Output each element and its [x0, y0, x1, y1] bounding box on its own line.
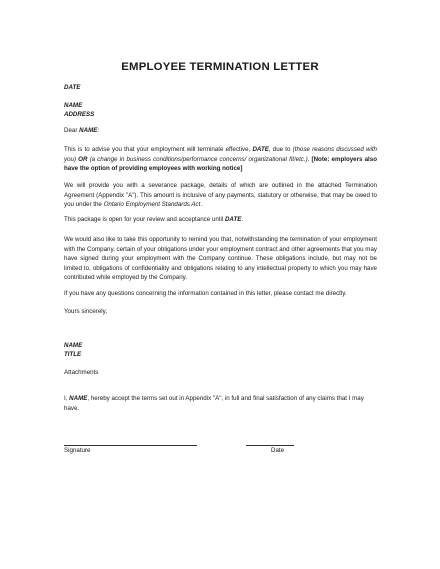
accept-text: I, — [64, 395, 70, 402]
date-label: Date — [271, 447, 285, 454]
signer-name: NAME — [64, 342, 83, 349]
accept-text-2: , hereby accept the terms set out in Appendix "A", in full and final satisfaction of any claims that I may have. — [64, 395, 364, 412]
acceptance-statement — [64, 394, 377, 413]
accept-name: NAME — [69, 395, 88, 402]
signature-label: Signature — [64, 447, 91, 454]
p1-alternatives: (a change in business conditions/performance concerns/ organizational fit/etc.) — [89, 155, 308, 163]
salutation — [64, 126, 377, 136]
p1-note: [Note: employers also have the option of providing employees with working notice] — [64, 155, 377, 173]
paragraph-questions: If you have any questions concerning the information contained in this letter, please contact me directly. — [64, 290, 347, 297]
recipient-name: NAME — [64, 102, 83, 109]
p3-text-2: . — [241, 216, 244, 223]
salutation-name: NAME — [79, 127, 98, 134]
paragraph-obligations: We would also like to take this opportunity to remind you that, notwithstanding the termination of your employment with the Company, certain of your obligations under your employment contract and other agreements that you may have signed during your employment with the Company continue. These obligations include, but may not be limited to, obligations of confidentiality and obligations relating to any intellectual property to which you may have contributed while employed by the Company. — [64, 236, 377, 282]
paragraph-termination — [64, 145, 377, 174]
p1-text-2: , due to — [268, 146, 293, 153]
signature-line — [64, 445, 197, 446]
date-line — [246, 445, 294, 446]
closing: Yours sincerely, — [64, 308, 107, 315]
letter-title: EMPLOYEE TERMINATION LETTER — [121, 61, 319, 73]
p1-text-3: . — [307, 155, 312, 163]
paragraph-acceptance-deadline — [64, 215, 377, 225]
salutation-prefix: Dear — [64, 127, 80, 134]
attachments-label: Attachments — [64, 369, 99, 376]
p3-date: DATE — [224, 216, 242, 223]
p1-text: This is to advise you that your employment will terminate effective, — [64, 146, 253, 153]
p2-text-2: . — [200, 201, 203, 209]
signer-title: TITLE — [64, 351, 82, 358]
p2-text: We will provide you with a severance package, details of which are outlined in the attached Termination Agreement (Appendix "A"). This amount is inclusive of any payments, statutory or otherwise, that may be owed to you under the — [64, 182, 377, 209]
recipient-address: ADDRESS — [64, 111, 95, 118]
p3-text: This package is open for your review and acceptance until — [64, 216, 225, 223]
p1-reasons: (those reasons discussed with you) — [64, 146, 377, 163]
p1-date: DATE — [252, 146, 269, 153]
paragraph-severance — [64, 181, 377, 210]
date-field: DATE — [64, 84, 81, 91]
p2-act: Ontario Employment Standards Act — [103, 201, 201, 209]
salutation-suffix: : — [97, 127, 100, 134]
p1-or: OR — [76, 155, 90, 163]
